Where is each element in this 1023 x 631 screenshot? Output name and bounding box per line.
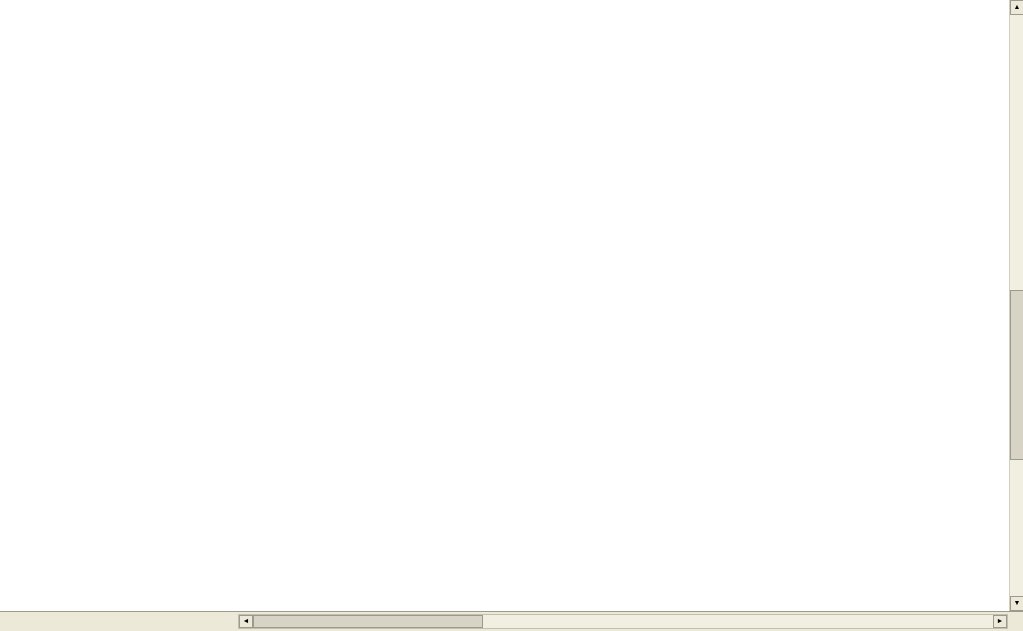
arrow-down-icon[interactable]: ▼ [1010,596,1023,611]
horizontal-scrollbar[interactable] [238,614,1008,629]
arrow-left-icon[interactable]: ◄ [239,615,253,628]
arrow-up-icon[interactable]: ▲ [1010,0,1023,15]
arrow-right-icon[interactable]: ► [993,615,1007,628]
horizontal-scrollbar-thumb[interactable] [253,615,483,628]
scrollbar-thumb[interactable] [1010,290,1023,460]
sheet-tab-bar [0,611,1023,631]
vertical-scrollbar[interactable] [1009,0,1023,611]
